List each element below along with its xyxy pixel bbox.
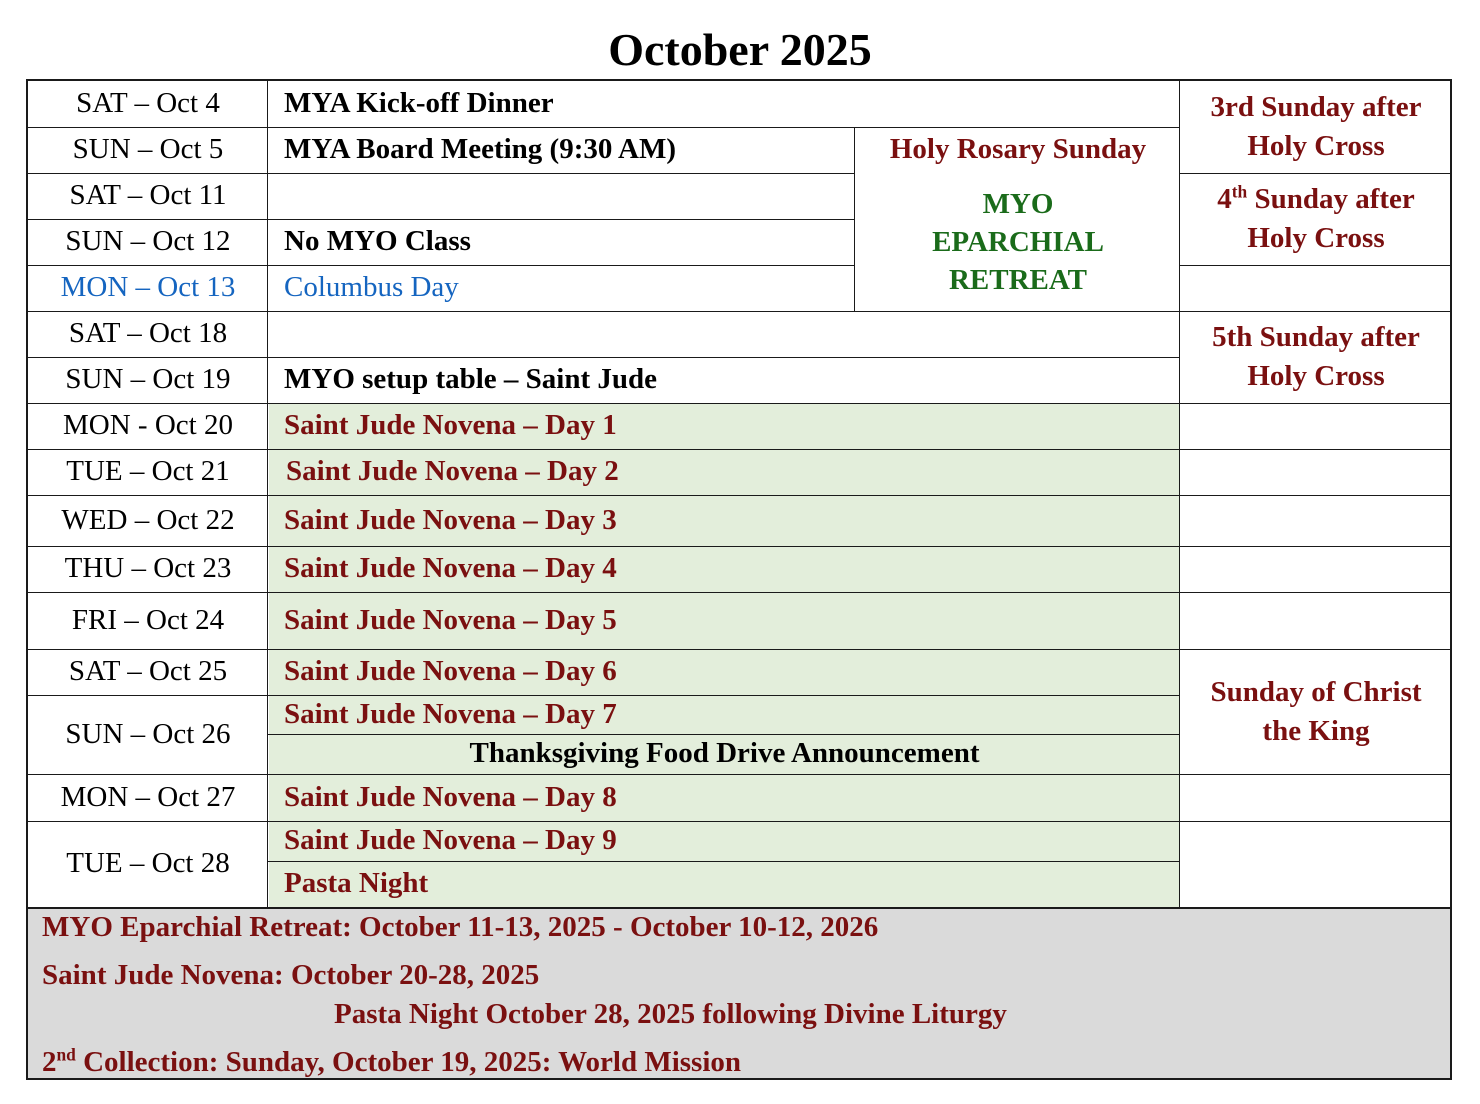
event-cell	[284, 173, 854, 219]
event-cell: MYO setup table – Saint Jude	[284, 363, 658, 396]
footer-line: Saint Jude Novena: October 20-28, 2025	[42, 959, 540, 991]
date-cell: MON - Oct 20	[63, 409, 233, 442]
sunday-cell	[1181, 81, 1451, 173]
event-cell: No MYO Class	[284, 225, 471, 258]
date-cell: SAT – Oct 4	[76, 87, 220, 120]
footer-line: Pasta Night October 28, 2025 following Divine Liturgy	[334, 998, 1007, 1030]
event-cell: Saint Jude Novena – Day 4	[284, 552, 617, 585]
footer-line: 2nd Collection: Sunday, October 19, 2025: World Mission	[42, 1044, 742, 1078]
sunday-line: the King	[1262, 714, 1370, 747]
sunday-line: Holy Cross	[1247, 222, 1385, 254]
date-cell: SAT – Oct 18	[68, 317, 228, 350]
calendar-table	[26, 79, 1452, 1080]
sunday-cell	[1181, 173, 1451, 265]
date-cell: THU – Oct 23	[64, 552, 232, 585]
event-cell: Pasta Night	[284, 867, 429, 900]
event-cell: Saint Jude Novena – Day 5	[284, 603, 617, 636]
retreat-line: EPARCHIAL	[932, 226, 1104, 258]
date-cell: SAT – Oct 11	[69, 179, 227, 212]
event-cell: Saint Jude Novena – Day 9	[284, 824, 617, 857]
sunday-line: Sunday of Christ	[1210, 675, 1422, 708]
sunday-line: 5th Sunday after	[1212, 321, 1420, 353]
sunday-line: 3rd Sunday after	[1210, 91, 1422, 123]
date-cell: SUN – Oct 19	[65, 363, 231, 396]
retreat-line: MYO	[982, 188, 1054, 220]
event-cell: MYA Board Meeting (9:30 AM)	[284, 133, 676, 166]
footer-line: MYO Eparchial Retreat: October 11-13, 2025 - October 10-12, 2026	[42, 911, 879, 943]
retreat-line: RETREAT	[948, 264, 1088, 296]
event-cell: Saint Jude Novena – Day 3	[284, 503, 617, 536]
date-cell: MON – Oct 27	[60, 780, 236, 813]
date-cell: TUE – Oct 21	[66, 455, 230, 488]
event-cell: Saint Jude Novena – Day 6	[284, 655, 617, 688]
date-cell: SUN – Oct 5	[72, 133, 224, 166]
sunday-line: 4th Sunday after	[1217, 181, 1415, 215]
event-cell: MYA Kick-off Dinner	[284, 87, 554, 120]
event-cell: Saint Jude Novena – Day 2	[286, 455, 619, 488]
event-cell: Columbus Day	[284, 271, 459, 304]
food-drive-cell: Thanksgiving Food Drive Announcement	[469, 737, 980, 770]
date-cell: TUE – Oct 28	[66, 847, 230, 880]
date-cell: SUN – Oct 12	[65, 225, 231, 258]
date-cell: FRI – Oct 24	[71, 603, 225, 636]
retreat-cell	[856, 173, 1180, 311]
holy-rosary-sunday-cell: Holy Rosary Sunday	[889, 133, 1147, 166]
event-cell: Saint Jude Novena – Day 8	[284, 780, 617, 813]
sunday-cell	[1181, 649, 1451, 774]
event-cell	[284, 311, 1174, 357]
sunday-line: Holy Cross	[1247, 360, 1385, 392]
sunday-line: Holy Cross	[1247, 130, 1385, 162]
notes-footer	[28, 907, 1450, 1078]
page-title: October 2025	[608, 24, 872, 75]
event-cell: Saint Jude Novena – Day 1	[284, 409, 617, 442]
date-cell: MON – Oct 13	[60, 271, 236, 304]
date-cell: SUN – Oct 26	[65, 717, 231, 750]
sunday-cell	[1181, 311, 1451, 403]
date-cell: SAT – Oct 25	[68, 655, 228, 688]
event-cell: Saint Jude Novena – Day 7	[284, 697, 617, 730]
date-cell: WED – Oct 22	[61, 503, 235, 536]
